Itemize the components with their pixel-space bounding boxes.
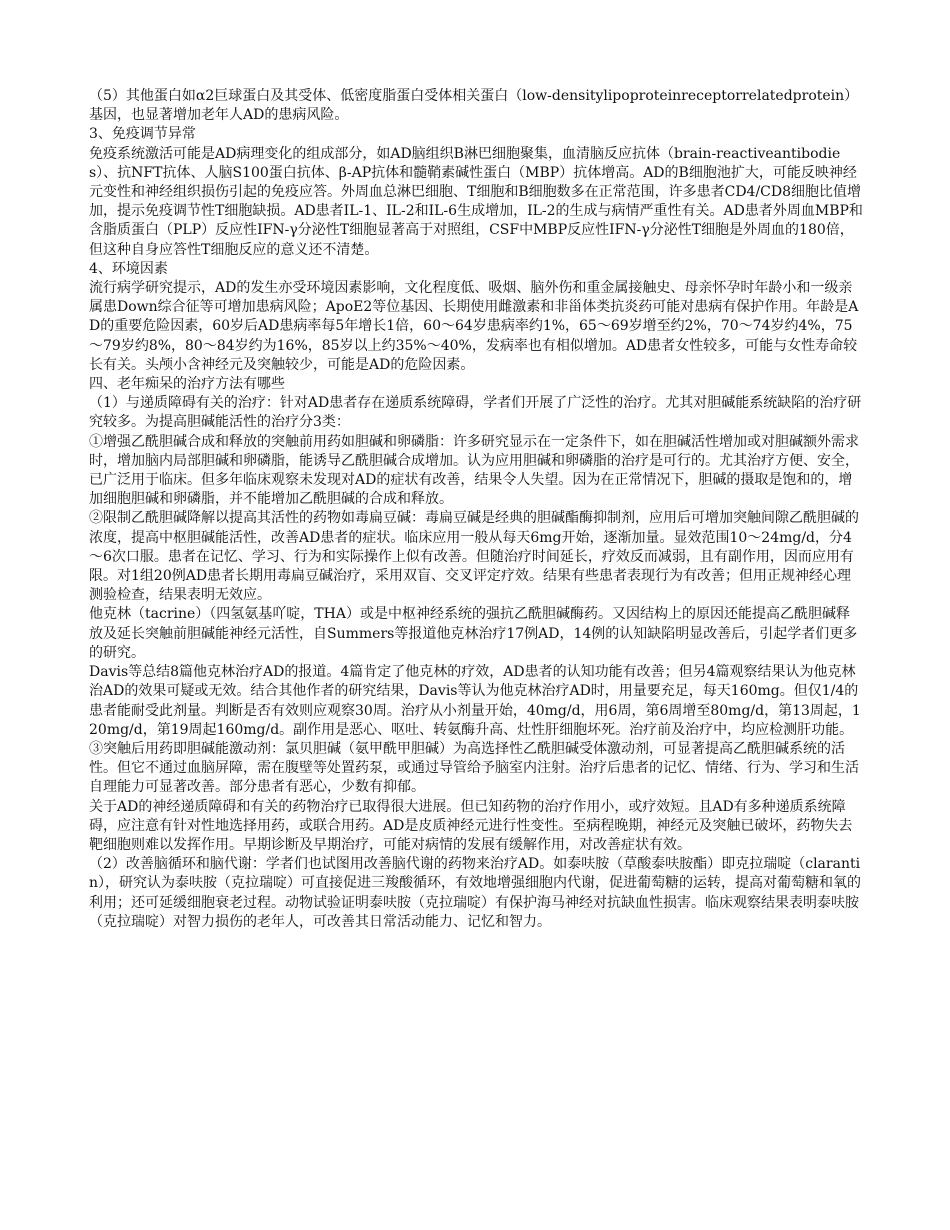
paragraph-presynaptic-drugs: ①增强乙酰胆碱合成和释放的突触前用药如胆碱和卵磷脂：许多研究显示在一定条件下，如在胆碱活性增加或对胆碱额外需求时，增加脑内局部胆碱和卵磷脂，能诱导乙酰胆碱合成增加。认为应用胆碱和卵磷脂的治疗是可行的。尤其治疗方便、安全，已广泛用于临床。但多年临床观察未发现对AD的症状有改善，结果令人失望。因为在正常情况下，胆碱的摄取是饱和的，增加细胞胆碱和卵磷脂，并不能增加乙酰胆碱的合成和释放。 bbox=[89, 433, 859, 508]
heading-treatment-methods: 四、老年痴呆的治疗方法有哪些 bbox=[89, 376, 285, 393]
paragraph-brain-circulation: （2）改善脑循环和脑代谢：学者们也试图用改善脑代谢的药物来治疗AD。如泰呋胺（草酸泰呋胺酯）即克拉瑞啶（clarantin），研究认为泰呋胺（克拉瑞啶）可直接促进三羧酸循环，有效地增强细胞内代谢，促进葡萄糖的运转，提高对葡萄糖和氧的利用；还可延缓细胞衰老过程。动物试验证明泰呋胺（克拉瑞啶）有保护海马神经对抗缺血性损害。临床观察结果表明泰呋胺（克拉瑞啶）对智力损伤的老年人，可改善其日常活动能力、记忆和智力。 bbox=[89, 856, 862, 930]
paragraph-environmental-factors: 流行病学研究提示，AD的发生亦受环境因素影响，文化程度低、吸烟、脑外伤和重金属接触史、母亲怀孕时年龄小和一级亲属患Down综合征等可增加患病风险；ApoE2等位基因、长期使用雌激素和非甾体类抗炎药可能对患病有保护作用。年龄是AD的重要危险因素，60岁后AD患病率每5年增长1倍，60～64岁患病率约1%，65～69岁增至约2%，70～74岁约4%，75～79岁约8%，80～84岁约为16%，85岁以上约35%～40%，发病率也有相似增加。AD患者女性较多，可能与女性寿命较长有关。头颅小含神经元及突触较少，可能是AD的危险因素。 bbox=[89, 280, 859, 373]
paragraph-davis-review: Davis等总结8篇他克林治疗AD的报道。4篇肯定了他克林的疗效，AD患者的认知功能有改善；但另4篇观察结果认为他克林治AD的效果可疑或无效。结合其他作者的研究结果，Davis等认为他克林治疗AD时，用量要充足，每天160mg。但仅1/4的患者能耐受此剂量。判断是否有效则应观察30周。治疗从小剂量开始，40mg/d，用6周，第6周增至80mg/d，第13周起，120mg/d，第19周起160mg/d。副作用是恶心、呕吐、转氨酶升高、灶性肝细胞坏死。治疗前及治疗中，均应检测肝功能。 bbox=[89, 664, 861, 738]
document-page bbox=[89, 87, 863, 932]
paragraph-treatment-progress: 关于AD的神经递质障碍和有关的药物治疗已取得很大进展。但已知药物的治疗作用小，或疗效短。且AD有多种递质系统障碍，应注意有针对性地选择用药，或联合用药。AD是皮质神经元进行性变性。至病程晚期，神经元及突触已破坏，药物失去靶细胞则难以发挥作用。早期诊断及早期治疗，可能对病情的发展有缓解作用，对改善症状有效。 bbox=[89, 798, 853, 853]
paragraph-neurotransmitter-treatment: （1）与递质障碍有关的治疗：针对AD患者存在递质系统障碍，学者们开展了广泛性的治疗。尤其对胆碱能系统缺陷的治疗研究较多。为提高胆碱能活性的治疗分3类： bbox=[89, 395, 862, 431]
paragraph-other-proteins: （5）其他蛋白如α2巨球蛋白及其受体、低密度脂蛋白受体相关蛋白（low-densitylipoproteinreceptorrelatedprotein）基因，也显著增加老年人AD的患病风险。 bbox=[89, 88, 859, 124]
paragraph-physostigmine: ②限制乙酰胆碱降解以提高其活性的药物如毒扁豆碱：毒扁豆碱是经典的胆碱酯酶抑制剂，应用后可增加突触间隙乙酰胆碱的浓度，提高中枢胆碱能活性，改善AD患者的症状。临床应用一般从每天6mg开始，逐渐加量。显效范围10～24mg/d，分4～6次口服。患者在记忆、学习、行为和实际操作上似有改善。但随治疗时间延长，疗效反而减弱，且有副作用，因而应用有限。对1组20例AD患者长期用毒扁豆碱治疗，采用双盲、交叉评定疗效。结果有些患者表现行为有改善；但用正规神经心理测验检查，结果表明无效应。 bbox=[89, 510, 859, 604]
heading-immune-dysregulation: 3、免疫调节异常 bbox=[89, 126, 196, 143]
paragraph-immune-dysregulation: 免疫系统激活可能是AD病理变化的组成部分，如AD脑组织B淋巴细胞聚集，血清脑反应抗体（brain-reactiveantibodies）、抗NFT抗体、人脑S100蛋白抗体、β-AP抗体和髓鞘素碱性蛋白（MBP）抗体增高。AD的B细胞池扩大，可能反映神经元变性和神经组织损伤引起的免疫应答。外周血总淋巴细胞、T细胞和B细胞数多在正常范围，许多患者CD4/CD8细胞比值增加，提示免疫调节性T细胞缺损。AD患者IL-1、IL-2和IL-6生成增加，IL-2的生成与病情严重性有关。AD患者外周血MBP和含脂质蛋白（PLP）反应性IFN-γ分泌性T细胞显著高于对照组，CSF中MBP反应性IFN-γ分泌性T细胞是外周血的180倍，但这种自身应答性T细胞反应的意义还不清楚。 bbox=[89, 145, 863, 258]
paragraph-postsynaptic-drugs: ③突触后用药即胆碱能激动剂：氯贝胆碱（氨甲酰甲胆碱）为高选择性乙酰胆碱受体激动剂，可显著提高乙酰胆碱系统的活性。但它不通过血脑屏障，需在腹壁等处置药泵，或通过导管给予脑室内注射。治疗后患者的记忆、情绪、行为、学习和生活自理能力可显著改善。部分患者有恶心，少数有抑郁。 bbox=[89, 740, 859, 796]
paragraph-tacrine: 他克林（tacrine）（四氢氨基吖啶，THA）或是中枢神经系统的强抗乙酰胆碱酶药。又因结构上的原因还能提高乙酰胆碱释放及延长突触前胆碱能神经元活性，自Summers等报道他克林治疗17例AD，14例的认知缺陷明显改善后，引起学者们更多的研究。 bbox=[89, 606, 858, 661]
heading-environmental-factors: 4、环境因素 bbox=[89, 260, 168, 277]
